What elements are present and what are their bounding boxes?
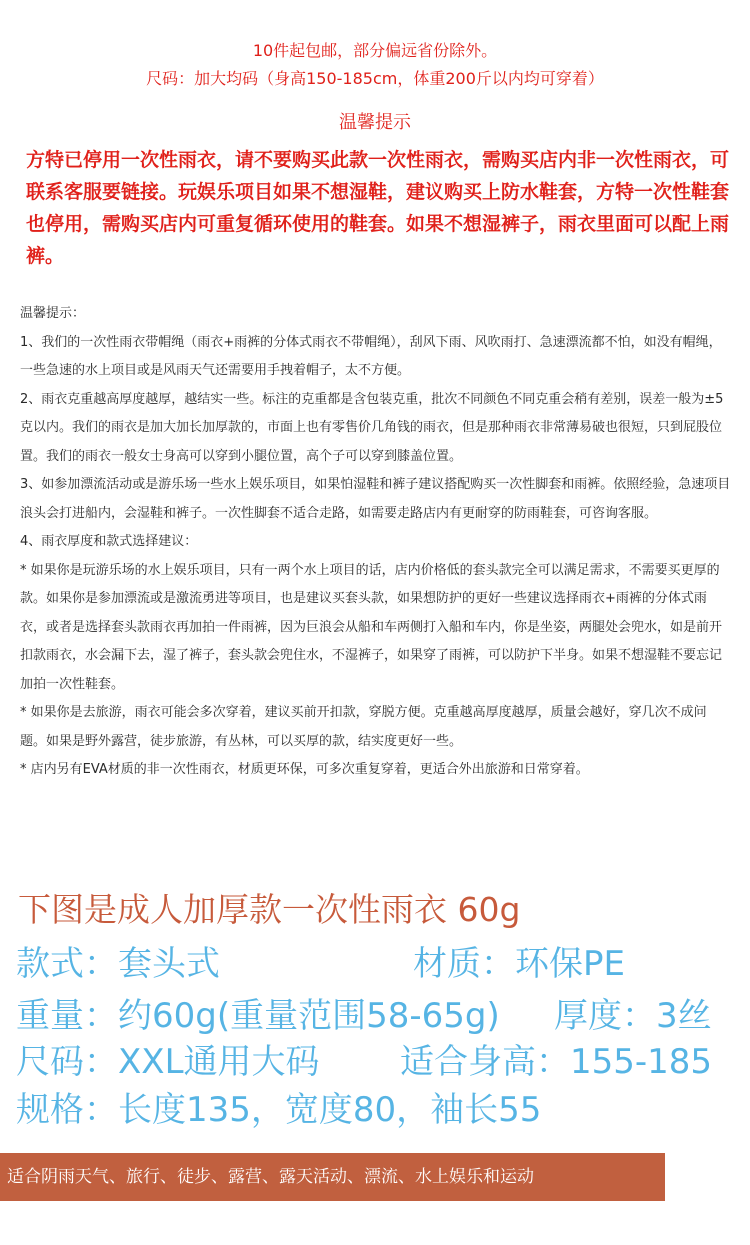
spec-style: 款式：套头式	[16, 944, 220, 984]
spec-dimensions: 规格：长度135，宽度80，袖长55	[16, 1090, 542, 1130]
tip-item-4: 4、雨衣厚度和款式选择建议：	[20, 534, 198, 549]
spec-size: 尺码：XXL通用大码	[16, 1042, 320, 1082]
tip-item-1: 1、我们的一次性雨衣带帽绳（雨衣+雨裤的分体式雨衣不带帽绳），刮风下雨、风吹雨打、急速漂流都不怕，如没有帽绳，一些急速的水上项目或是风雨天气还需要用手拽着帽子，太不方便。	[20, 334, 722, 378]
spec-row-dimensions	[16, 1086, 740, 1134]
spec-weight: 重量：约60g(重量范围58-65g)	[16, 996, 500, 1036]
tip-item-7: * 店内另有EVA材质的非一次性雨衣，材质更环保，可多次重复穿着，更适合外出旅游和日常穿着。	[20, 762, 589, 777]
tips-heading: 温馨提示：	[20, 306, 86, 321]
tip-item-5: * 如果你是玩游乐场的水上娱乐项目，只有一两个水上项目的话，店内价格低的套头款完全可以满足需求，不需要买更厚的款。如果你是参加漂流或是激流勇进等项目，也是建议买套头款，如果想防护的更好一些建议选择雨衣+雨裤的分体式雨衣，或者是选择套头款雨衣再加拍一件雨裤，因为巨浪会从船和车两侧打入船和车内，你是坐姿，两腿处会兜水，如是前开扣款雨衣，水会漏下去，湿了裤子，套头款会兜住水，不湿裤子，如果穿了雨裤，可以防护下半身。如果不想湿鞋不要忘记加拍一次性鞋套。	[20, 562, 723, 692]
warm-tips-title: 温馨提示	[339, 112, 411, 133]
tips-section	[20, 300, 732, 785]
spec-title: 下图是成人加厚款一次性雨衣 60g	[18, 890, 521, 929]
spec-material: 材质：环保PE	[413, 944, 625, 984]
shipping-notice: 10件起包邮，部分偏远省份除外。	[252, 41, 498, 60]
usage-banner: 适合阴雨天气、旅行、徒步、露营、露天活动、漂流、水上娱乐和运动	[0, 1153, 665, 1201]
size-notice: 尺码：加大均码（身高150-185cm，体重200斤以内均可穿着）	[146, 69, 604, 88]
spec-thickness: 厚度：3丝	[554, 996, 712, 1036]
spec-row-size	[16, 1038, 740, 1086]
spec-row-style	[16, 940, 740, 988]
spec-row-weight	[16, 992, 740, 1040]
spec-height: 适合身高：155-185	[400, 1042, 713, 1082]
tip-item-6: * 如果你是去旅游，雨衣可能会多次穿着，建议买前开扣款，穿脱方便。克重越高厚度越厚，质量会越好，穿几次不成问题。如果是野外露营，徒步旅游，有丛林，可以买厚的款，结实度更好一些。	[20, 705, 707, 749]
tip-item-3: 3、如参加漂流活动或是游乐场一些水上娱乐项目，如果怕湿鞋和裤子建议搭配购买一次性脚套和雨裤。依照经验，急速项目浪头会打进船内，会湿鞋和裤子。一次性脚套不适合走路，如需要走路店内有更耐穿的防雨鞋套，可咨询客服。	[20, 477, 731, 521]
fangte-warning: 方特已停用一次性雨衣，请不要购买此款一次性雨衣，需购买店内非一次性雨衣，可联系客服要链接。玩娱乐项目如果不想湿鞋，建议购买上防水鞋套，方特一次性鞋套也停用，需购买店内可重复循环使用的鞋套。如果不想湿裤子，雨衣里面可以配上雨裤。	[26, 149, 730, 267]
tip-item-2: 2、雨衣克重越高厚度越厚，越结实一些。标注的克重都是含包装克重，批次不同颜色不同克重会稍有差别，误差一般为±5克以内。我们的雨衣是加大加长加厚款的，市面上也有零售价几角钱的雨衣，但是那种雨衣非常薄易破也很短，只到屁股位置。我们的雨衣一般女士身高可以穿到小腿位置，高个子可以穿到膝盖位置。	[20, 391, 724, 464]
